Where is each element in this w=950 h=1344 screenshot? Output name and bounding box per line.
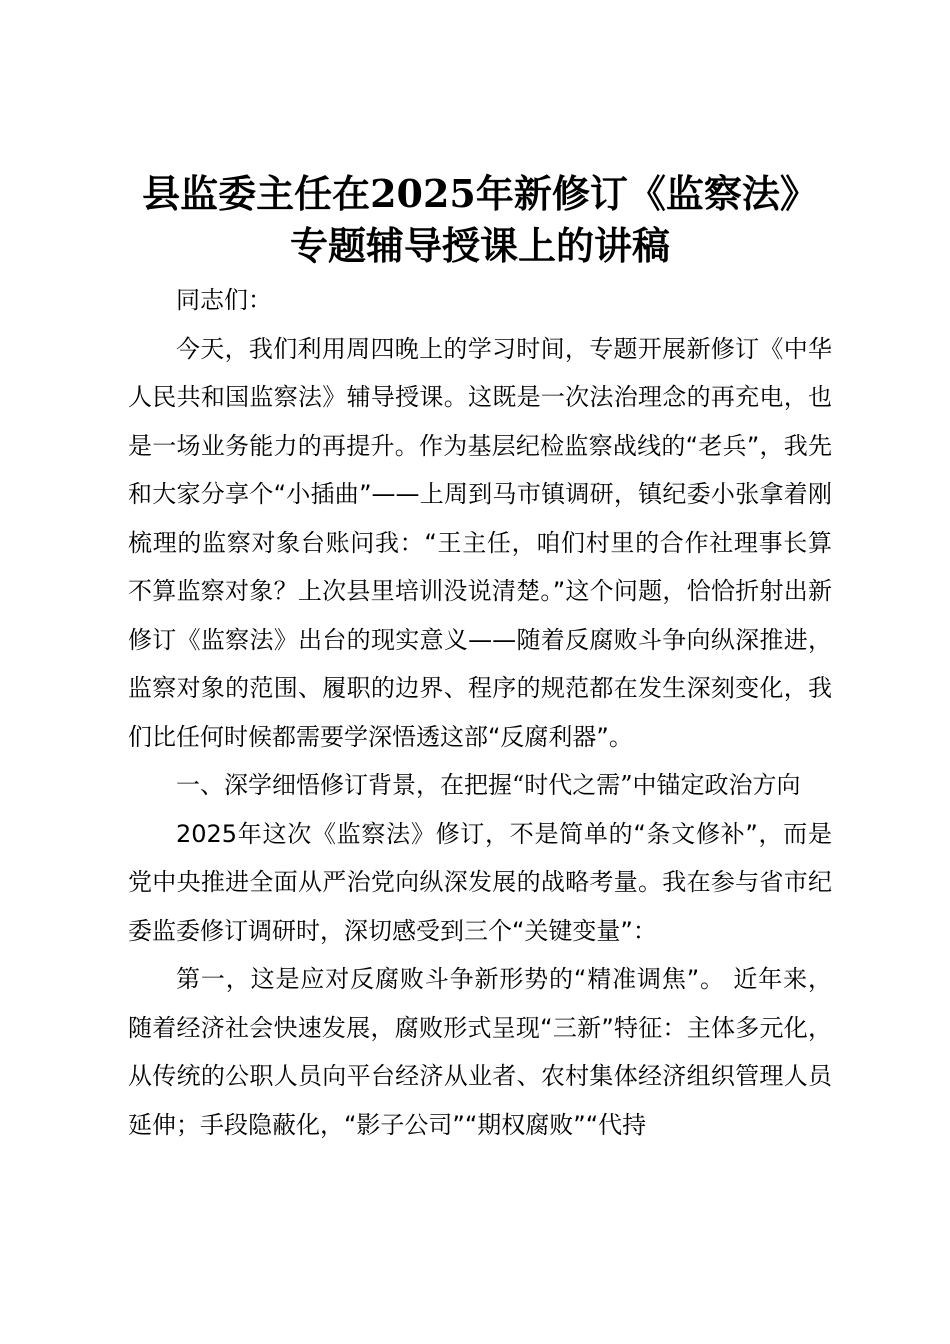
salutation: 同志们： bbox=[176, 286, 272, 314]
document-title: 县监委主任在2025年新修订《监察法》专题辅导授课上的讲稿 bbox=[142, 171, 818, 268]
document-page bbox=[128, 168, 832, 1149]
paragraph-intro: 今天，我们利用周四晚上的学习时间，专题开展新修订《中华人民共和国监察法》辅导授课。这既是一次法治理念的再充电，也是一场业务能力的再提升。作为基层纪检监察战线的“老兵”，我先和大家分享个“小插曲”——上周到马市镇调研，镇纪委小张拿着刚梳理的监察对象台账问我：“王主任，咱们村里的合作社理事长算不算监察对象？上次县里培训没说清楚。”这个问题，恰恰折射出新修订《监察法》出台的现实意义——随着反腐败斗争向纵深推进，监察对象的范围、履职的边界、程序的规范都在发生深刻变化，我们比任何时候都需要学深悟透这部“反腐利器”。 bbox=[128, 334, 832, 751]
paragraph-background: 2025年这次《监察法》修订，不是简单的“条文修补”，而是党中央推进全面从严治党向纵深发展的战略考量。我在参与省市纪委监委修订调研时，深切感受到三个“关键变量”： bbox=[128, 819, 832, 945]
section-heading-1: 一、深学细悟修订背景，在把握“时代之需”中锚定政治方向 bbox=[176, 771, 801, 799]
document-body bbox=[128, 276, 832, 1149]
paragraph-first-point: 第一，这是应对反腐败斗争新形势的“精准调焦”。 近年来，随着经济社会快速发展，腐败形式呈现“三新”特征：主体多元化，从传统的公职人员向平台经济从业者、农村集体经济组织管理人员延伸；手段隐蔽化，“影子公司”“期权腐败”“代持 bbox=[128, 965, 832, 1139]
